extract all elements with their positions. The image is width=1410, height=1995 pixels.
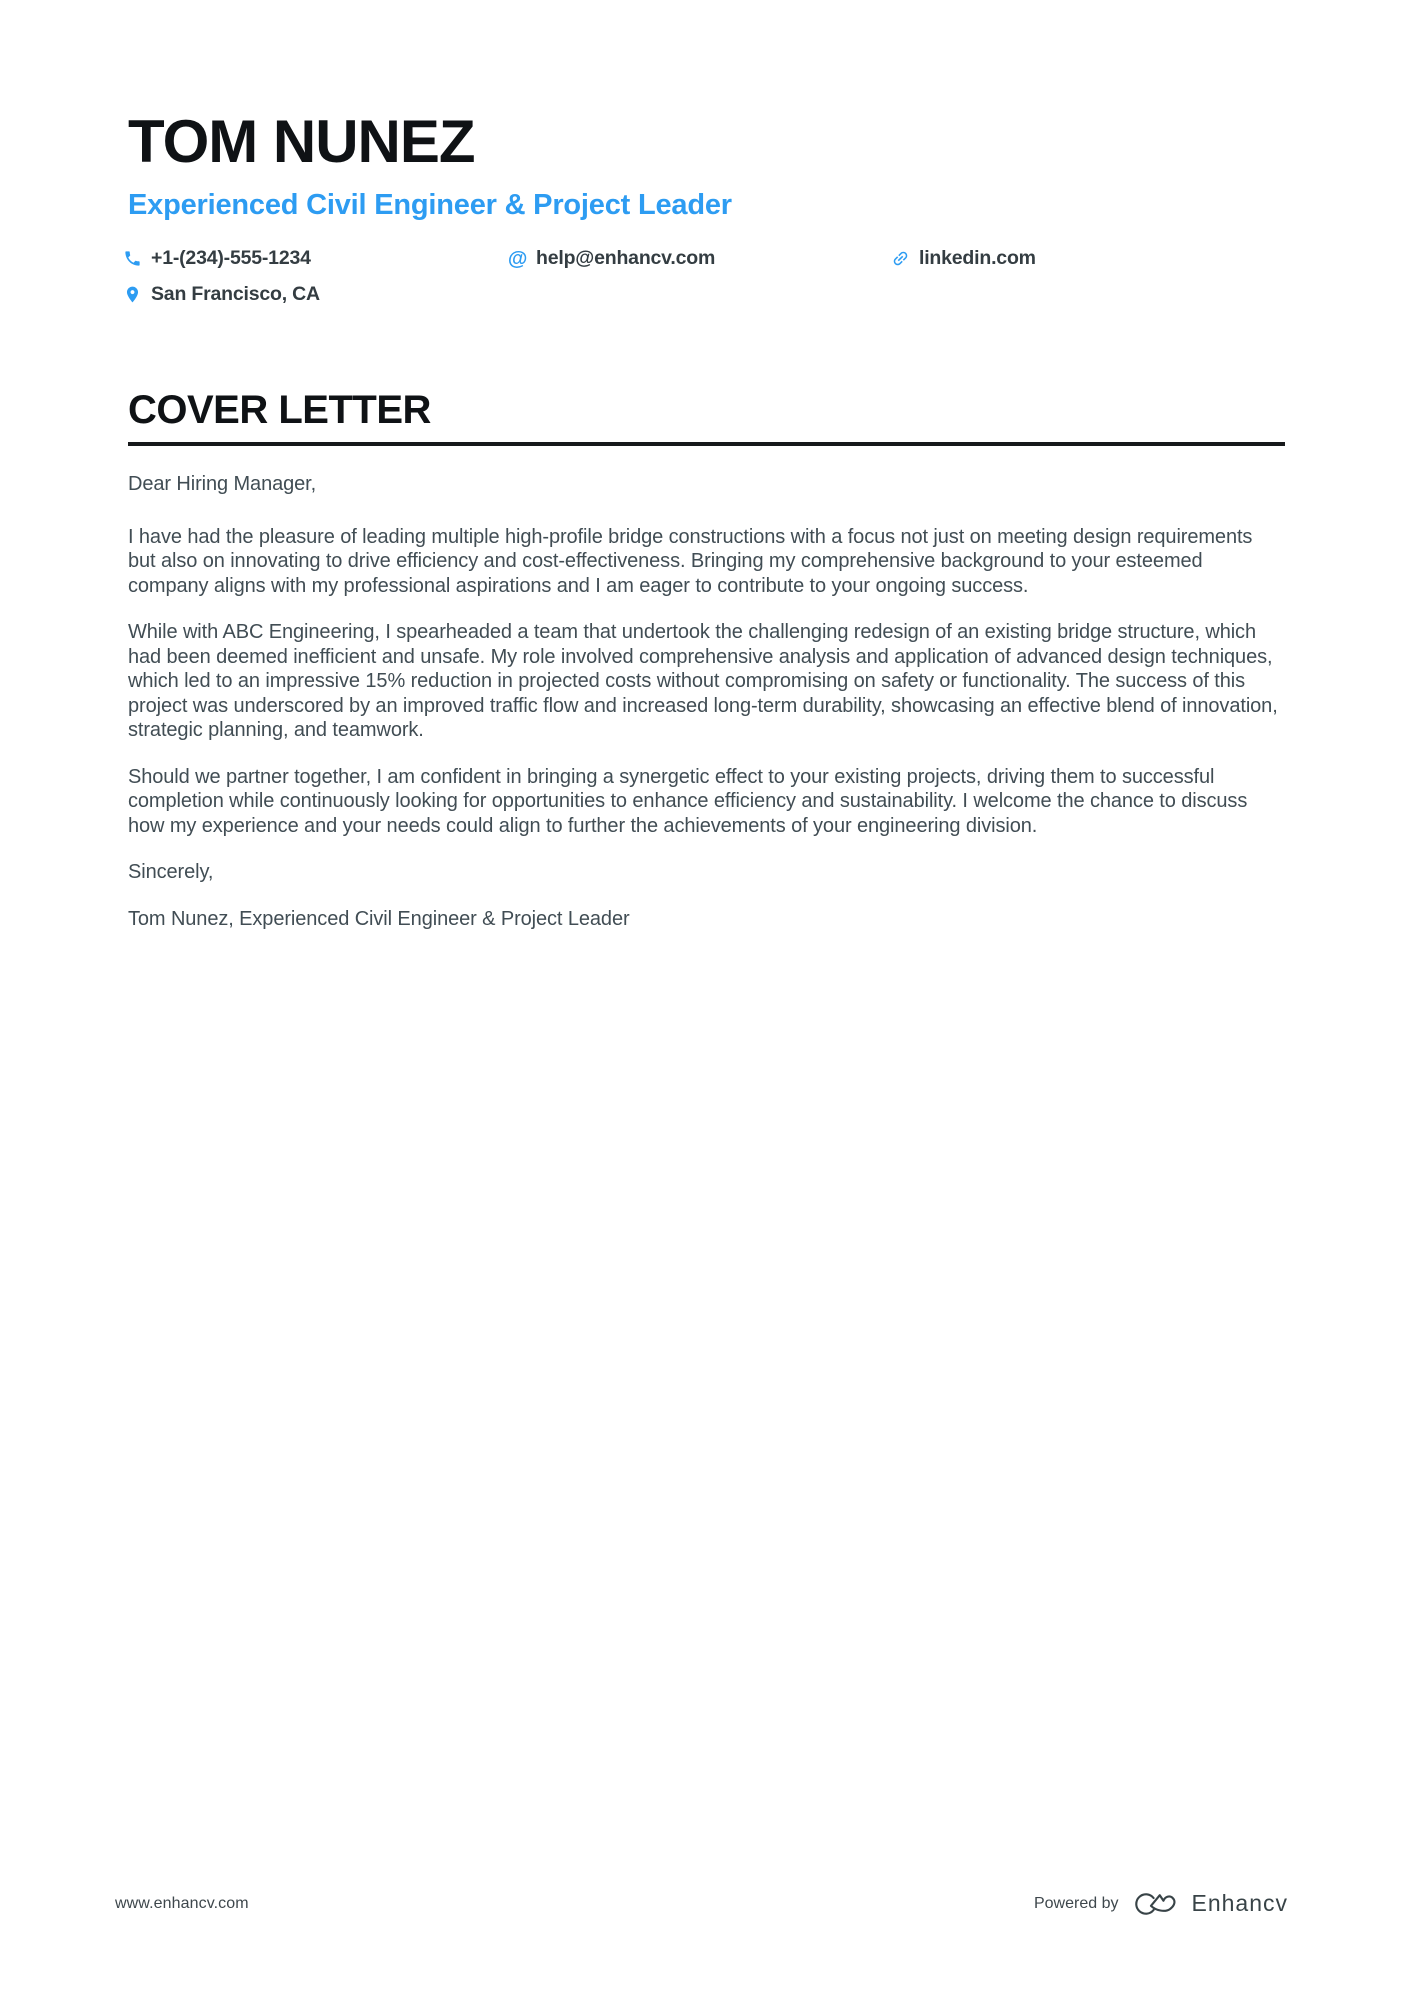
contact-info [123,247,1285,306]
powered-by [1034,1890,1288,1917]
phone-icon [123,249,142,268]
website-link[interactable]: www.enhancv.com [115,1894,249,1912]
contact-email-label: help@enhancv.com [536,247,716,270]
powered-by-label: Powered by [1033,1894,1119,1912]
footer [115,1890,1288,1917]
contact-email[interactable] [508,247,891,270]
contact-phone-label: +1-(234)-555-1234 [151,247,311,270]
contact-location [123,283,508,306]
enhancv-logo-icon [1133,1891,1181,1917]
location-pin-icon [123,285,142,304]
letter-paragraph: Should we partner together, I am confident in bringing a synergetic effect to your existing projects, driving them to successful completion while continuously looking for opportunities to enhance efficiency and sustainability. I welcome the chance to discuss how my experience and your needs could align to further the achievements of your engineering division. [128,765,1248,837]
letter-paragraph: I have had the pleasure of leading multiple high-profile bridge constructions with a focus not just on meeting design requirements but also on innovating to drive efficiency and cost-effectiveness. Bringing my comprehensive background to your esteemed company aligns with my professional aspirations and I am eager to contribute to your ongoing success. [128,525,1253,597]
link-icon [891,249,910,268]
section-title: COVER LETTER [128,390,1285,446]
at-icon: @ [507,247,528,270]
letter-salutation: Dear Hiring Manager, [128,473,317,496]
person-job-title: Experienced Civil Engineer & Project Leader [128,189,732,221]
enhancv-brand-link[interactable] [1133,1890,1288,1917]
letter-paragraph: While with ABC Engineering, I spearheaded a team that undertook the challenging redesign of an existing bridge structure, which had been deemed inefficient and unsafe. My role involved comprehensive analysis and application of advanced design techniques, which led to an impressive 15% reduction in projected costs without compromising on safety or functionality. The success of this project was underscored by an improved traffic flow and increased long-term durability, showcasing an effective blend of innovation, strategic planning, and teamwork. [128,621,1278,742]
letter-closing: Sincerely, [128,861,214,884]
person-name: TOM NUNEZ [128,108,475,175]
contact-location-label: San Francisco, CA [151,283,320,306]
letter-body [128,472,1285,931]
header [128,108,1285,306]
letter-signature: Tom Nunez, Experienced Civil Engineer & Project Leader [128,907,630,930]
contact-linkedin[interactable] [891,247,1285,270]
contact-linkedin-label: linkedin.com [919,247,1036,270]
cover-letter-section [128,390,1285,931]
contact-phone[interactable] [123,247,508,270]
enhancv-wordmark: Enhancv [1191,1890,1288,1916]
